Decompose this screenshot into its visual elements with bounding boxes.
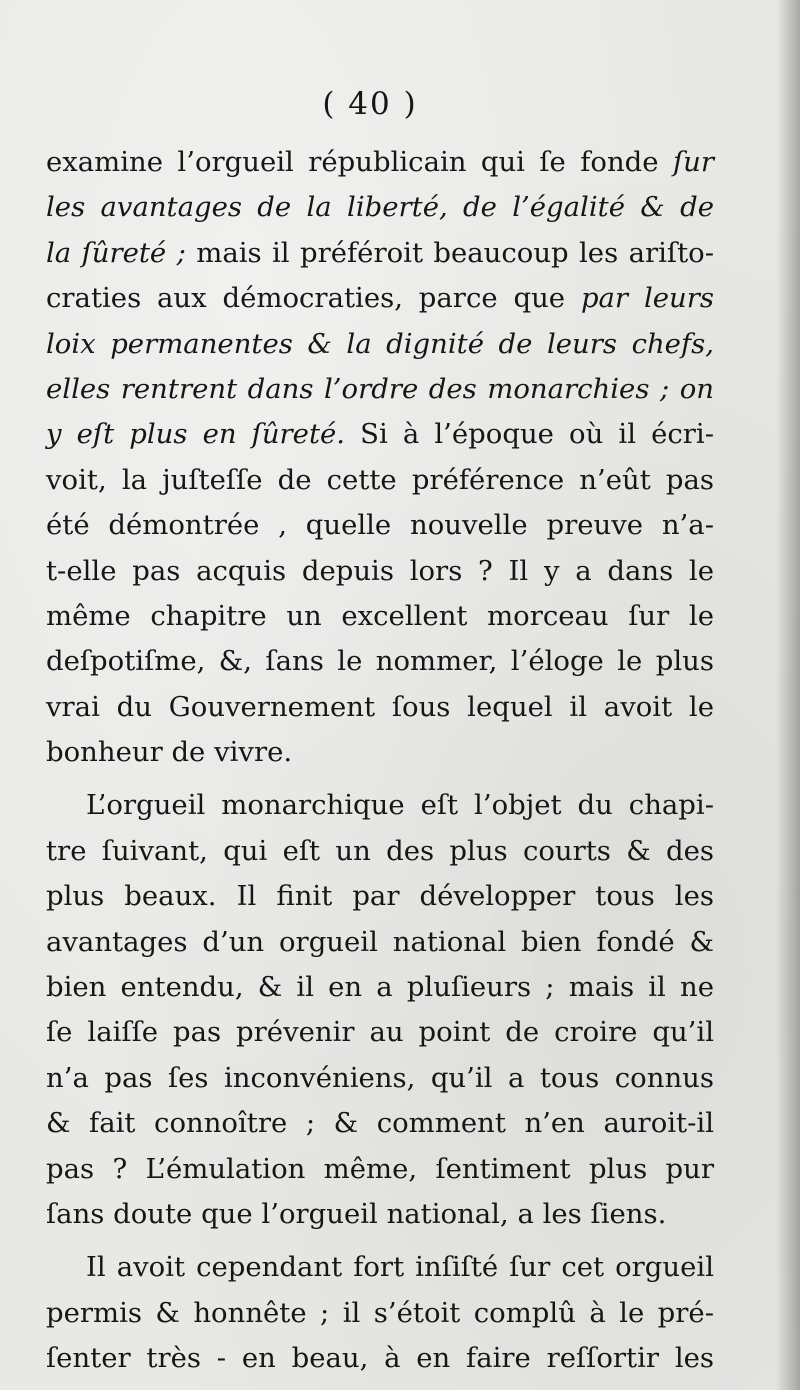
paragraph-3 — [46, 1245, 714, 1381]
text-line — [46, 185, 714, 230]
italic-text-run: elles rentrent dans l’ordre des monarchies ; on — [46, 372, 714, 405]
text-line — [46, 1192, 714, 1237]
text-line — [46, 685, 714, 730]
page-edge-shadow — [776, 0, 800, 1390]
text-line — [46, 730, 714, 775]
text-run: pas ? L’émulation même, ſentiment plus pur — [46, 1152, 714, 1185]
text-line — [46, 1245, 714, 1290]
text-line — [46, 874, 714, 919]
text-line — [46, 1147, 714, 1192]
text-run: deſpotiſme, &, ſans le nommer, l’éloge le plus — [46, 645, 714, 678]
body-text — [46, 140, 714, 1382]
text-run: été démontrée , quelle nouvelle preuve n’a- — [46, 509, 714, 542]
text-run: plus beaux. Il finit par développer tous les — [46, 880, 714, 913]
text-line — [46, 829, 714, 874]
text-line — [46, 783, 714, 828]
text-line — [46, 1101, 714, 1146]
text-line — [46, 639, 714, 684]
text-run: Il avoit cependant fort inſiſté ſur cet orgueil — [86, 1251, 714, 1284]
text-run: même chapitre un excellent morceau ſur le — [46, 599, 714, 632]
text-run: craties aux démocraties, parce que — [46, 282, 581, 315]
text-line — [46, 367, 714, 412]
text-line — [46, 412, 714, 457]
text-run: n’a pas ſes inconvéniens, qu’il a tous connus — [46, 1061, 714, 1094]
text-run: permis & honnête ; il s’étoit complû à le pré- — [46, 1296, 714, 1329]
text-line — [46, 594, 714, 639]
text-run: vrai du Gouvernement ſous lequel il avoit le — [46, 690, 714, 723]
text-run: ſe laiſſe pas prévenir au point de croire qu’il — [46, 1016, 714, 1049]
paragraph-2 — [46, 783, 714, 1237]
text-run: L’orgueil monarchique eſt l’objet du chapi- — [86, 789, 714, 822]
italic-text-run: la ſûreté ; — [46, 236, 186, 269]
text-line — [46, 1056, 714, 1101]
text-line — [46, 1291, 714, 1336]
text-line — [46, 1010, 714, 1055]
text-run: ſans doute que l’orgueil national, a les ſiens. — [46, 1197, 667, 1230]
text-run: Si à l’époque où il écri- — [345, 418, 714, 451]
text-line — [46, 276, 714, 321]
text-run: & fait connoître ; & comment n’en auroit-il — [46, 1107, 714, 1140]
text-run: examine l’orgueil républicain qui ſe fonde — [46, 146, 673, 178]
italic-text-run: loix permanentes & la dignité de leurs chefs, — [46, 327, 714, 360]
text-run: ſenter très - en beau, à en faire reſſortir les — [46, 1342, 714, 1375]
text-run: mais il préféroit beaucoup les ariſto- — [185, 236, 714, 269]
text-line — [46, 503, 714, 548]
text-run: avantages d’un orgueil national bien fondé & — [46, 925, 714, 958]
text-line — [46, 965, 714, 1010]
text-line — [46, 920, 714, 965]
italic-text-run: par leurs — [580, 282, 714, 315]
text-line — [46, 140, 714, 185]
italic-text-run: les avantages de la liberté, de l’égalité & de — [46, 191, 714, 224]
page-number: ( 40 ) — [322, 86, 418, 122]
italic-text-run: y eſt plus en ſûreté. — [46, 418, 346, 451]
text-run: voit, la juſteſſe de cette préférence n’eût pas — [46, 463, 714, 496]
text-run: tre ſuivant, qui eſt un des plus courts & des — [46, 834, 714, 867]
paragraph-1 — [46, 140, 714, 775]
text-line — [46, 458, 714, 503]
paragraph-gap — [46, 775, 714, 783]
text-line — [46, 231, 714, 276]
text-run: t-elle pas acquis depuis lors ? Il y a dans le — [46, 554, 714, 587]
italic-text-run: ſur — [672, 146, 714, 178]
text-line — [46, 1336, 714, 1381]
paragraph-gap — [46, 1237, 714, 1245]
text-run: bien entendu, & il en a pluſieurs ; mais il ne — [46, 971, 714, 1004]
text-run: bonheur de vivre. — [46, 736, 293, 769]
text-line — [46, 322, 714, 367]
text-line — [46, 549, 714, 594]
